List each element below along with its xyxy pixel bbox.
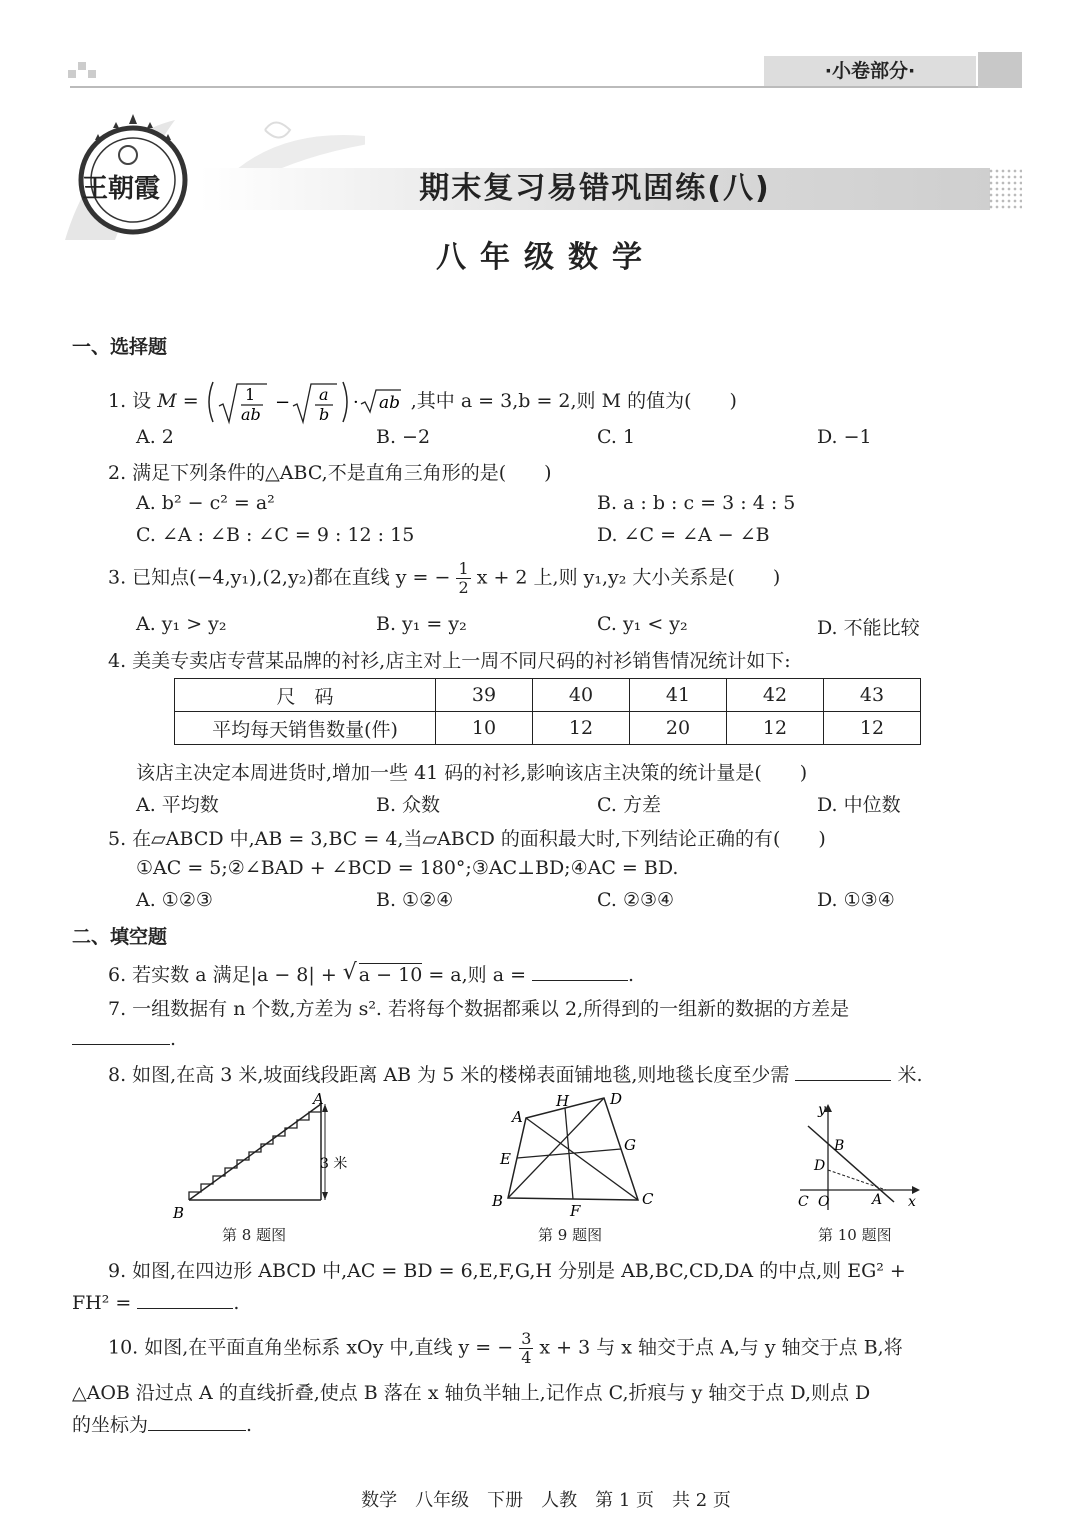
- q4-option-d: D. 中位数: [817, 794, 901, 816]
- svg-text:ab: ab: [240, 405, 261, 424]
- fig9-label-e: E: [500, 1150, 511, 1168]
- q3-option-d: D. 不能比较: [817, 617, 920, 639]
- answer-blank[interactable]: [72, 1026, 170, 1045]
- q3-frac-den: 2: [458, 578, 469, 597]
- fig8-label-a: A: [313, 1090, 324, 1108]
- q10-frac-den: 4: [521, 1348, 532, 1367]
- header-rule: [70, 86, 1022, 88]
- answer-blank[interactable]: [148, 1412, 246, 1431]
- q10-prefix-3: 的坐标为: [72, 1414, 149, 1436]
- table-row: [175, 679, 921, 712]
- q10-frac-num: 3: [521, 1329, 532, 1348]
- table-cell: 10: [436, 712, 533, 745]
- svg-text:ab: ab: [378, 393, 400, 413]
- q9-prefix: FH² =: [72, 1292, 138, 1314]
- fig9-label-a: A: [512, 1108, 523, 1126]
- q3-frac-num: 1: [458, 559, 469, 578]
- q3-prefix: 3. 已知点(−4,y₁),(2,y₂)都在直线 y = −: [108, 566, 451, 589]
- fig10-label-y: y: [818, 1102, 826, 1118]
- fig9-label-c: C: [642, 1190, 654, 1208]
- fig9-label-b: B: [492, 1192, 504, 1210]
- fig8-label-b: B: [173, 1204, 185, 1220]
- section-tag-end: [978, 52, 1022, 88]
- question-5: 5. 在▱ABCD 中,AB = 3,BC = 4,当▱ABCD 的面积最大时,下列结论正确的有( ): [108, 828, 826, 850]
- table-cell: 尺 码: [175, 679, 436, 712]
- logo-text: 王朝霞: [82, 174, 161, 204]
- q1-tail: ,其中 a = 3,b = 2,则 M 的值为( ): [410, 390, 737, 412]
- q4-option-b: B. 众数: [376, 794, 441, 816]
- q5-statements: ①AC = 5;②∠BAD + ∠BCD = 180°;③AC⊥BD;④AC = BD.: [136, 857, 679, 879]
- q5-option-d: D. ①③④: [817, 889, 895, 911]
- q2-option-a: A. b² − c² = a²: [136, 492, 275, 514]
- question-2: 2. 满足下列条件的△ABC,不是直角三角形的是( ): [108, 462, 552, 484]
- q8-text: 8. 如图,在高 3 米,坡面线段距离 AB 为 5 米的楼梯表面铺地毯,则地毯长度至少需: [108, 1064, 790, 1086]
- svg-text:1: 1: [244, 385, 255, 404]
- table-cell: 12: [727, 712, 824, 745]
- fig9-label-g: G: [624, 1136, 636, 1154]
- q10-line3: [72, 1410, 252, 1437]
- q9-end: .: [233, 1292, 240, 1314]
- fig10-label-b: B: [834, 1138, 845, 1154]
- figure-10-caption: 第 10 题图: [818, 1226, 892, 1244]
- table-cell: 40: [533, 679, 630, 712]
- q1-prefix: 1. 设: [108, 390, 152, 412]
- q6-end: .: [628, 964, 635, 986]
- q1-option-b: B. −2: [376, 426, 431, 448]
- q4-follow-up: 该店主决定本周进货时,增加一些 41 码的衬衫,影响该店主决策的统计量是( ): [136, 762, 808, 784]
- table-cell: 平均每天销售数量(件): [175, 712, 436, 745]
- size-sales-table: [174, 678, 921, 745]
- section-heading-choice: 一、选择题: [72, 336, 168, 358]
- q3-option-c: C. y₁ < y₂: [597, 613, 688, 635]
- q9-line2: [72, 1290, 239, 1314]
- fig10-label-a: A: [872, 1192, 883, 1208]
- q6-radical: √ a − 10: [342, 960, 423, 986]
- q1-option-d: D. −1: [817, 426, 872, 448]
- figure-9-caption: 第 9 题图: [538, 1226, 603, 1244]
- table-cell: 42: [727, 679, 824, 712]
- figure-8-caption: 第 8 题图: [222, 1226, 287, 1244]
- table-cell: 39: [436, 679, 533, 712]
- question-6: [108, 960, 634, 987]
- table-cell: 43: [824, 679, 921, 712]
- title-dots: [988, 168, 1022, 210]
- q3-option-a: A. y₁ > y₂: [136, 613, 227, 635]
- fig8-height-label: 3 米: [320, 1156, 348, 1172]
- fig10-label-x: x: [908, 1194, 916, 1210]
- q1-option-c: C. 1: [597, 426, 636, 448]
- q4-option-a: A. 平均数: [136, 794, 219, 816]
- q5-option-c: C. ②③④: [597, 889, 675, 911]
- question-7: 7. 一组数据有 n 个数,方差为 s². 若将每个数据都乘以 2,所得到的一组新的数据的方差是: [108, 998, 850, 1020]
- q8-end: 米.: [897, 1064, 923, 1086]
- answer-blank[interactable]: [137, 1290, 233, 1309]
- fig10-label-o: O: [818, 1194, 830, 1210]
- section-tag: ·小卷部分·: [764, 56, 976, 86]
- q6-suffix: = a,则 a =: [422, 964, 533, 986]
- table-cell: 12: [824, 712, 921, 745]
- table-cell: 41: [630, 679, 727, 712]
- q2-option-c: C. ∠A : ∠B : ∠C = 9 : 12 : 15: [136, 524, 415, 546]
- fig10-label-d: D: [814, 1158, 826, 1174]
- q6-radicand: a − 10: [358, 964, 423, 986]
- question-3: [108, 560, 780, 597]
- page-title: 期末复习易错巩固练(八): [419, 171, 771, 206]
- question-10: [108, 1330, 903, 1367]
- fig9-label-h: H: [556, 1092, 570, 1110]
- svg-text:a: a: [318, 385, 329, 404]
- q10-prefix: 10. 如图,在平面直角坐标系 xOy 中,直线 y = −: [108, 1336, 514, 1359]
- fig9-label-f: F: [570, 1202, 581, 1218]
- q7-answer-line: [72, 1026, 176, 1050]
- q10-end: .: [246, 1414, 253, 1436]
- q5-option-b: B. ①②④: [376, 889, 454, 911]
- q5-option-a: A. ①②③: [136, 889, 213, 911]
- svg-text:b: b: [318, 405, 329, 424]
- q4-option-c: C. 方差: [597, 794, 661, 816]
- section-heading-fill: 二、填空题: [72, 926, 168, 948]
- question-9: 9. 如图,在四边形 ABCD 中,AC = BD = 6,E,F,G,H 分别是 AB,BC,CD,DA 的中点,则 EG² +: [108, 1260, 906, 1282]
- q3-fraction: [456, 560, 470, 597]
- q1-option-a: A. 2: [136, 426, 174, 448]
- svg-text:−: −: [274, 392, 290, 413]
- svg-text:·: ·: [352, 392, 359, 413]
- fig9-label-d: D: [610, 1090, 623, 1108]
- q1-formula: [205, 378, 405, 426]
- question-1: 1. 设 M = 1 ab − a b · ab ,其中 a = 3,b = 2,则 M 的值为( ): [108, 378, 737, 426]
- question-8: [108, 1060, 923, 1087]
- q10-line2: △AOB 沿过点 A 的直线折叠,使点 B 落在 x 轴负半轴上,记作点 C,折痕与 y 轴交于点 D,则点 D: [72, 1382, 871, 1404]
- page-subtitle: 八年级数学: [436, 240, 656, 275]
- page-footer: 数学 八年级 下册 人教 第 1 页 共 2 页: [361, 1490, 731, 1511]
- table-row: [175, 712, 921, 745]
- q7-end: .: [170, 1028, 177, 1050]
- figure-8-staircase: [165, 1090, 365, 1220]
- question-4: 4. 美美专卖店专营某品牌的衬衫,店主对上一周不同尺码的衬衫销售情况统计如下:: [108, 650, 791, 672]
- answer-blank[interactable]: [795, 1062, 891, 1081]
- fig10-label-c: C: [798, 1194, 809, 1210]
- q2-option-b: B. a : b : c = 3 : 4 : 5: [597, 492, 796, 514]
- figure-9-quadrilateral: [486, 1090, 666, 1218]
- q10-fraction: [519, 1330, 533, 1367]
- answer-blank[interactable]: [532, 962, 628, 981]
- q10-suffix: x + 3 与 x 轴交于点 A,与 y 轴交于点 B,将: [539, 1336, 903, 1359]
- table-cell: 20: [630, 712, 727, 745]
- q6-prefix: 6. 若实数 a 满足|a − 8| +: [108, 964, 343, 986]
- table-cell: 12: [533, 712, 630, 745]
- q3-suffix: x + 2 上,则 y₁,y₂ 大小关系是( ): [476, 566, 781, 589]
- figure-10-coordinate: [790, 1098, 930, 1218]
- corner-pattern-icon: [68, 62, 98, 84]
- q2-option-d: D. ∠C = ∠A − ∠B: [597, 524, 770, 546]
- q3-option-b: B. y₁ = y₂: [376, 613, 467, 635]
